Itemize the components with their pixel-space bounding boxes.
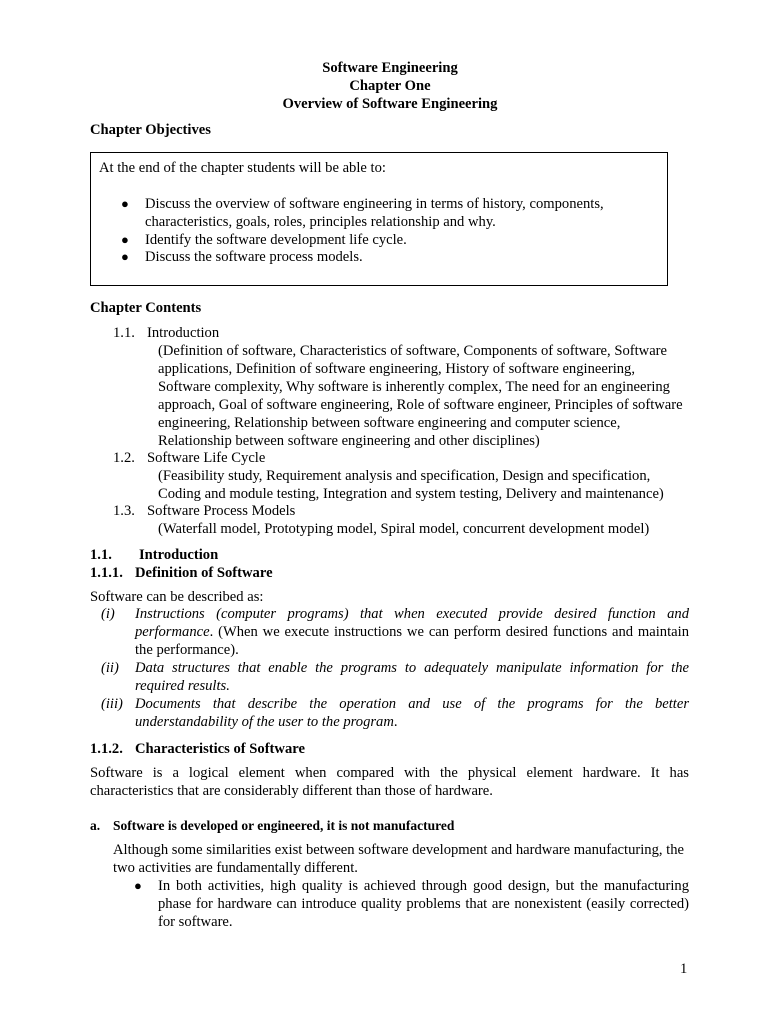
definition-item-italic: Instructions (computer programs) that when executed provide desired function and performance <box>135 606 689 640</box>
contents-item-detail: (Waterfall model, Prototyping model, Spiral model, concurrent development model) <box>158 521 650 537</box>
developed-bullet: In both activities, high quality is achieved through good design, but the manufacturing phase for hardware can introduce quality problems that are nonexistent (easily corrected) for software. <box>158 878 689 930</box>
subsection-title: Definition of Software <box>135 565 273 581</box>
objectives-heading: Chapter Objectives <box>90 122 211 138</box>
bullet-icon: ● <box>121 196 129 211</box>
definition-label: (ii) <box>101 660 119 676</box>
doc-title-line-2: Chapter One <box>349 78 431 94</box>
bullet-icon: ● <box>121 232 129 247</box>
subsection-number: 1.1.2. <box>90 741 123 757</box>
doc-title-line-3: Overview of Software Engineering <box>282 96 498 112</box>
definition-item-italic: Data structures that enable the programs to adequately manipulate information for the required results. <box>135 660 689 694</box>
definition-label: (i) <box>101 606 115 622</box>
objective-item: Discuss the overview of software engineering in terms of history, components, characteristics, goals, roles, principles relationship and why. <box>145 196 604 230</box>
contents-item-detail: (Definition of software, Characteristics of software, Components of software, Software applications, Definition of software engineering, History of software engineering, Software complexity, Why software is inherently complex, The need for an engineering approach, Goal of software engineering, Role of software engineer, Principles of software engineering, Relationship between software engineering and computer science, Relationship between software engineering and other disciplines) <box>158 343 683 449</box>
objective-item: Discuss the software process models. <box>145 249 363 265</box>
definition-label: (iii) <box>101 696 123 712</box>
objectives-box <box>90 152 668 286</box>
definition-item <box>135 605 689 659</box>
subsection-number: 1.1.1. <box>90 565 123 581</box>
objective-item: Identify the software development life cycle. <box>145 232 407 248</box>
objectives-intro: At the end of the chapter students will be able to: <box>99 160 386 176</box>
subsection-title: Characteristics of Software <box>135 741 305 757</box>
contents-heading: Chapter Contents <box>90 300 202 316</box>
developed-paragraph: Although some similarities exist between software development and hardware manufacturing, the two activities are fundamentally different. <box>113 842 685 876</box>
section-title: Introduction <box>139 547 219 563</box>
bullet-icon: ● <box>134 878 142 893</box>
subheading-label: a. <box>90 818 101 833</box>
definition-lead: Software can be described as: <box>90 589 264 605</box>
definition-item-normal: . <box>393 714 398 730</box>
page-number: 1 <box>680 961 688 977</box>
definition-item-italic: Documents that describe the operation and use of the programs for the better understandability of the user to the program <box>135 696 689 730</box>
characteristics-paragraph: Software is a logical element when compared with the physical element hardware. It has characteristics that are considerably different than those of hardware. <box>90 765 689 799</box>
definition-item <box>135 659 689 695</box>
contents-item-number: 1.1. <box>113 325 135 341</box>
contents-item-title: Introduction <box>147 325 220 341</box>
bullet-icon: ● <box>121 249 129 264</box>
contents-item-title: Software Process Models <box>147 503 296 519</box>
contents-item-title: Software Life Cycle <box>147 450 266 466</box>
contents-item-number: 1.2. <box>113 450 135 466</box>
contents-item-number: 1.3. <box>113 503 135 519</box>
definition-item-normal: . (When we execute instructions we can perform desired functions and maintain the performance). <box>135 624 689 658</box>
section-number: 1.1. <box>90 547 112 563</box>
definition-item <box>135 695 689 731</box>
doc-title-line-1: Software Engineering <box>322 60 458 76</box>
subheading-title: Software is developed or engineered, it is not manufactured <box>113 818 455 833</box>
contents-item-detail: (Feasibility study, Requirement analysis and specification, Design and specification, Coding and module testing, Integration and system testing, Delivery and maintenance) <box>158 468 664 502</box>
